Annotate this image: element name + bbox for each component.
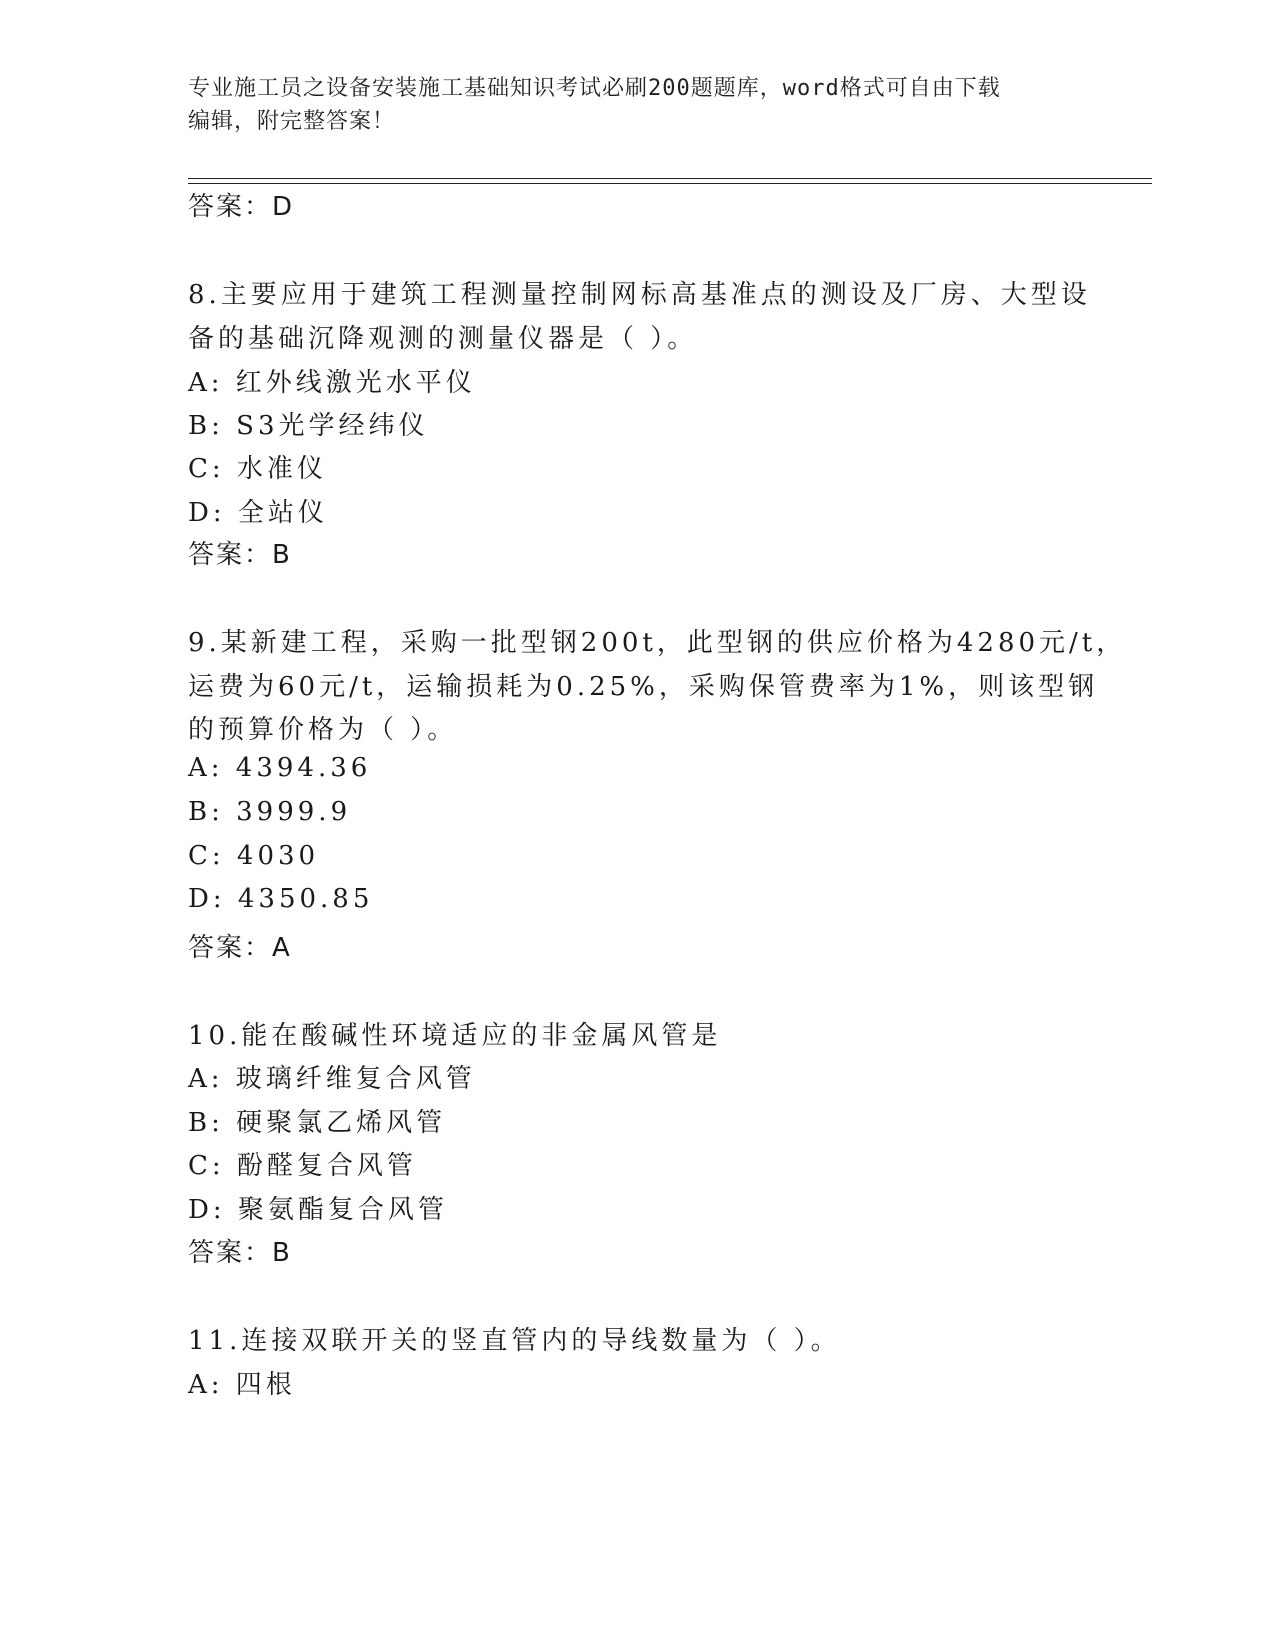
question-text-line: 运费为60元/t，运输损耗为0.25%，采购保管费率为1%，则该型钢 [188, 672, 1099, 702]
option-a: A: 玻璃纤维复合风管 [188, 1064, 476, 1094]
page-header [188, 72, 1088, 138]
option-a: A: 红外线激光水平仪 [188, 368, 476, 398]
option-c: C: 水准仪 [188, 454, 327, 484]
option-d: D: 全站仪 [188, 498, 328, 528]
option-b: B: 3999.9 [188, 797, 352, 827]
option-c: C: 4030 [188, 841, 320, 871]
question-text-line: 10.能在酸碱性环境适应的非金属风管是 [188, 1021, 722, 1051]
answer-line: 答案：B [188, 1238, 292, 1268]
answer-line: 答案：A [188, 933, 292, 963]
answer-line: 答案：B [188, 540, 292, 570]
option-d: D: 聚氨酯复合风管 [188, 1195, 448, 1225]
question-text-line: 8.主要应用于建筑工程测量控制网标高基准点的测设及厂房、大型设 [188, 280, 1091, 310]
option-a: A: 4394.36 [188, 753, 372, 783]
header-line-2: 编辑，附完整答案！ [188, 109, 396, 134]
option-b: B: 硬聚氯乙烯风管 [188, 1108, 447, 1138]
header-divider-top [188, 178, 1152, 179]
header-divider-bottom [188, 183, 1152, 184]
question-text-line: 9.某新建工程，采购一批型钢200t，此型钢的供应价格为4280元/t， [188, 628, 1127, 658]
header-line-1: 专业施工员之设备安装施工基础知识考试必刷200题题库，word格式可自由下载 [188, 76, 1001, 101]
question-text-line: 备的基础沉降观测的测量仪器是（ ）。 [188, 324, 698, 354]
option-b: B: S3光学经纬仪 [188, 411, 429, 441]
option-c: C: 酚醛复合风管 [188, 1151, 417, 1181]
question-text-line: 的预算价格为（ ）。 [188, 715, 458, 745]
option-d: D: 4350.85 [188, 884, 374, 914]
answer-line: 答案：D [188, 192, 295, 222]
option-a: A: 四根 [188, 1370, 296, 1400]
question-text-line: 11.连接双联开关的竖直管内的导线数量为（ ）。 [188, 1326, 841, 1356]
